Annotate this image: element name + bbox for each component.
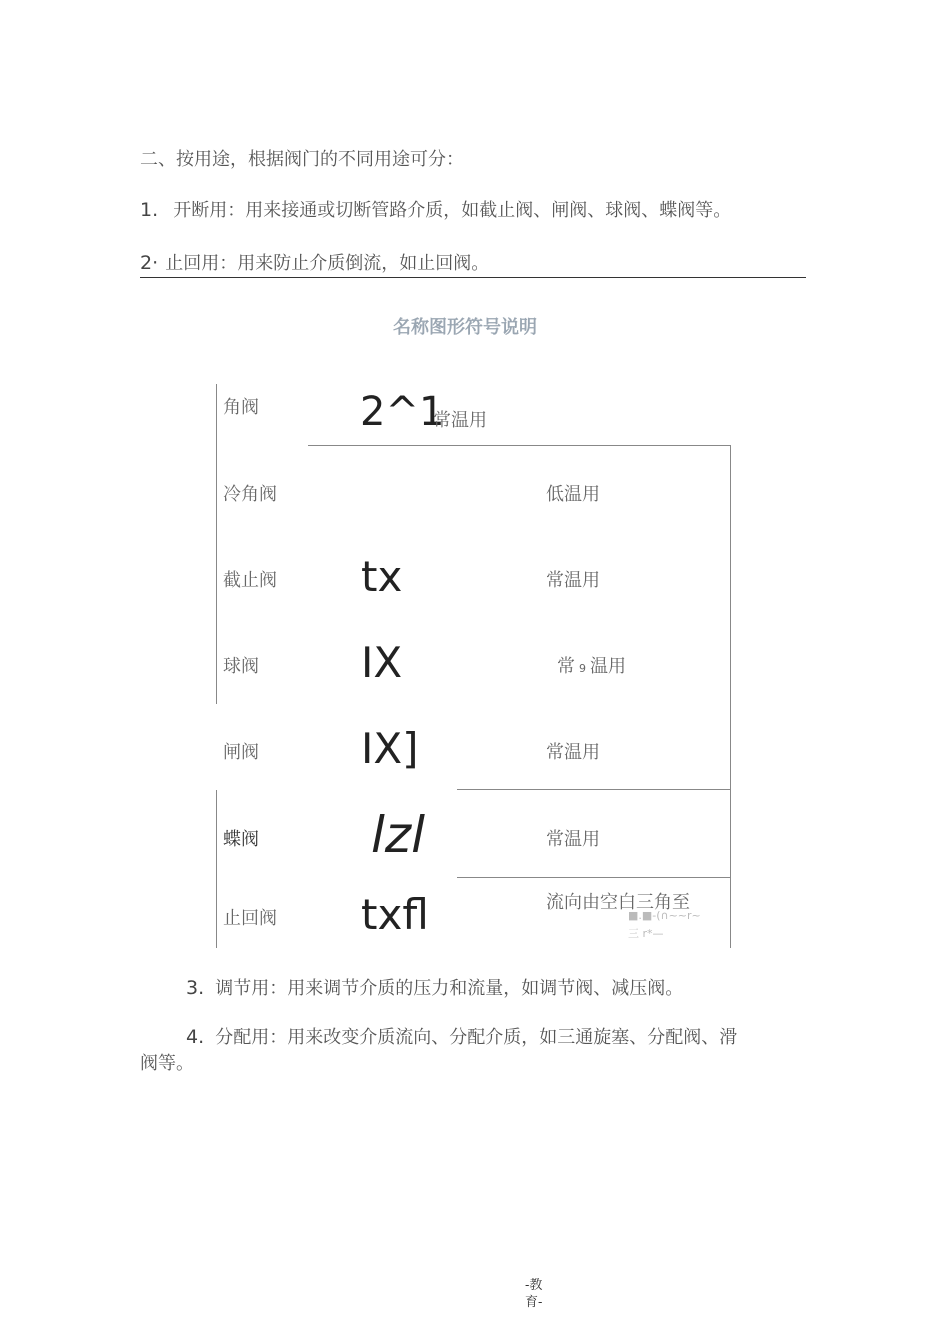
footer-line-1: -教 bbox=[525, 1278, 543, 1293]
list-item-3 bbox=[186, 974, 683, 1000]
valve-symbol: txfl bbox=[361, 890, 429, 939]
table-row-name: 冷角阀 bbox=[223, 484, 277, 505]
table-row-divider-2 bbox=[457, 789, 731, 790]
list-item-2-text: 止回用：用来防止介质倒流，如止回阀。 bbox=[165, 253, 490, 274]
table-left-border-bottom bbox=[216, 790, 217, 948]
list-item-3-number: 3. bbox=[186, 977, 205, 999]
list-item-1-number: 1. bbox=[140, 199, 159, 221]
list-item-3-text: 调节用：用来调节介质的压力和流量，如调节阀、减压阀。 bbox=[215, 978, 684, 999]
table-title: 名称图形符号说明 bbox=[393, 317, 537, 338]
list-item-2-number: 2· bbox=[140, 252, 159, 274]
table-row-desc: 常温用 bbox=[546, 829, 600, 850]
table-row-desc: 常温用 bbox=[546, 742, 600, 763]
table-row-name: 止回阀 bbox=[223, 908, 277, 929]
table-row-divider-1 bbox=[308, 445, 731, 446]
list-item-1-text: 开断用：用来接通或切断管路介质，如截止阀、闸阀、球阀、蝶阀等。 bbox=[173, 200, 732, 221]
section-heading: 二、按用途，根据阀门的不同用途可分： bbox=[140, 149, 464, 170]
list-item-4 bbox=[186, 1023, 737, 1049]
list-item-2 bbox=[140, 249, 489, 275]
list-item-4-continuation: 阀等。 bbox=[140, 1053, 194, 1074]
table-row-desc bbox=[557, 652, 626, 678]
table-left-border-top bbox=[216, 384, 217, 704]
table-right-border bbox=[730, 445, 731, 948]
table-row-name: 闸阀 bbox=[223, 742, 259, 763]
table-row-desc: 常温用 bbox=[433, 410, 487, 431]
desc-part: 常 bbox=[557, 656, 575, 677]
table-row-name: 截止阀 bbox=[223, 570, 277, 591]
table-row-divider-3 bbox=[457, 877, 731, 878]
valve-symbol: IX bbox=[361, 638, 403, 687]
list-item-1 bbox=[140, 196, 731, 222]
table-row-name: 蝶阀 bbox=[223, 829, 259, 850]
valve-symbol: lzl bbox=[371, 806, 426, 864]
scan-artifact-text: 三 r*— bbox=[628, 927, 664, 940]
table-row-desc: 低温用 bbox=[546, 484, 600, 505]
desc-part: 温用 bbox=[590, 656, 626, 677]
list-item-4-text: 分配用：用来改变介质流向、分配介质，如三通旋塞、分配阀、滑 bbox=[215, 1027, 738, 1048]
table-row-desc: 常温用 bbox=[546, 570, 600, 591]
table-row-desc: 流向由空白三角至 bbox=[546, 892, 690, 913]
table-row-name: 球阀 bbox=[223, 656, 259, 677]
desc-part: 9 bbox=[579, 662, 586, 675]
valve-symbol: IX] bbox=[361, 724, 419, 773]
footer-line-2: 育- bbox=[525, 1295, 543, 1310]
divider-line bbox=[140, 277, 806, 278]
valve-symbol: tx bbox=[361, 552, 403, 601]
list-item-4-number: 4. bbox=[186, 1026, 205, 1048]
scan-artifact-text: ■.■-(∩~~r~ bbox=[628, 909, 701, 922]
table-row-name: 角阀 bbox=[223, 397, 259, 418]
valve-symbol: 2^1 bbox=[360, 389, 445, 435]
